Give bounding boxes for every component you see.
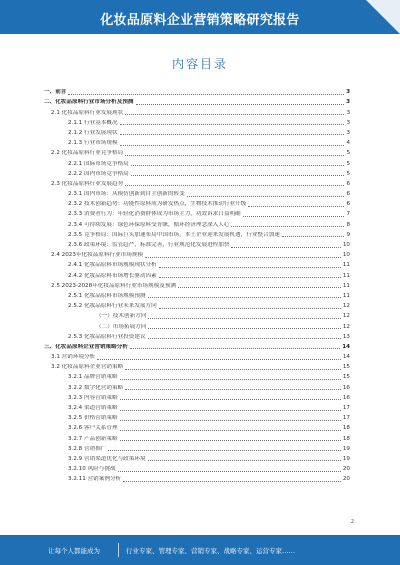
toc-entry-text: 2.3.1 国内市场：从模仿创新到自主创新的转变 (68, 191, 185, 198)
toc-leader-dots (125, 155, 344, 156)
table-of-contents (44, 86, 350, 483)
toc-leader-dots (130, 348, 340, 349)
toc-entry-page: 10 (342, 242, 350, 248)
toc-entry-text: （二）市场拓展方向 (96, 323, 147, 330)
toc-leader-dots (120, 440, 341, 441)
toc-entry[interactable] (44, 422, 350, 432)
footer-lead-text: 让每个人都能成为 (48, 547, 100, 555)
toc-entry-page: 12 (342, 303, 350, 310)
toc-leader-dots (148, 318, 341, 319)
toc-leader-dots (243, 216, 345, 217)
toc-leader-dots (125, 185, 344, 186)
toc-entry-text: 2.1.3 行业市场规模 (68, 140, 118, 147)
toc-leader-dots (136, 104, 345, 105)
footer-divider (118, 543, 119, 557)
toc-entry[interactable] (44, 188, 350, 198)
toc-leader-dots (120, 420, 341, 421)
toc-entry-page: 5 (346, 160, 350, 167)
toc-leader-dots (231, 226, 344, 227)
toc-entry-text: 3.2.9 营销渠道优化与政策环境 (68, 455, 146, 462)
toc-entry-text: 3.2.7 产品创新策略 (68, 435, 118, 442)
toc-entry-page: 19 (342, 445, 350, 452)
toc-entry[interactable] (44, 310, 350, 320)
toc-entry-page: 6 (346, 180, 350, 187)
toc-entry-page: 3 (346, 109, 350, 116)
toc-entry[interactable] (44, 117, 350, 127)
toc-entry-page: 14 (342, 343, 350, 350)
toc-entry-page: 12 (342, 313, 350, 320)
toc-entry-page: 6 (346, 201, 350, 208)
toc-leader-dots (120, 145, 345, 146)
toc-leader-dots (108, 450, 340, 451)
toc-leader-dots (68, 94, 344, 95)
toc-entry[interactable] (44, 168, 350, 178)
toc-entry-page: 11 (342, 262, 350, 269)
toc-entry[interactable] (44, 402, 350, 412)
toc-entry-page: 6 (346, 191, 350, 198)
toc-entry-text: 3.2.5 价格营销策略 (68, 415, 118, 422)
toc-entry-text: 三、化妆品原料企业营销策略分析 (44, 343, 128, 350)
toc-entry-page: 15 (342, 374, 350, 381)
toc-entry[interactable] (44, 239, 350, 249)
toc-entry-text: 2.3.4 可持续发展：绿色环保原料受青睐，循环经济理念深入人心 (68, 221, 230, 228)
toc-entry-text: 3.2.11 营销案例分析 (68, 476, 122, 483)
toc-entry-page: 16 (342, 384, 350, 391)
toc-leader-dots (97, 359, 341, 360)
toc-entry[interactable] (44, 290, 350, 300)
toc-leader-dots (187, 196, 345, 197)
toc-entry-text: 2.5.3 化妆品原料行业投资建议 (68, 333, 146, 340)
toc-entry[interactable] (44, 412, 350, 422)
toc-leader-dots (120, 379, 341, 380)
toc-leader-dots (159, 267, 341, 268)
toc-entry-page: 8 (346, 221, 350, 228)
toc-entry-page: 3 (346, 119, 350, 126)
toc-entry-page: 5 (346, 170, 350, 177)
toc-leader-dots (282, 236, 345, 237)
toc-entry-page: 11 (342, 282, 350, 289)
toc-entry-text: 2.4.1 化妆品原料市场规模现状分析 (68, 262, 157, 269)
toc-entry-page: 3 (346, 129, 350, 136)
toc-entry-page: 17 (342, 415, 350, 422)
toc-leader-dots (131, 165, 345, 166)
toc-entry-page: 11 (342, 272, 350, 279)
toc-entry[interactable] (44, 127, 350, 137)
toc-entry-page: 20 (342, 476, 350, 483)
toc-entry-text: 3.2.1 品牌营销策略 (68, 374, 118, 381)
toc-entry-text: 3.2.3 内容营销策略 (68, 394, 118, 401)
toc-entry-text: 2.3.6 政策环境：监管趋严，标准完善，行业规范化发展进程加快 (68, 242, 230, 248)
toc-leader-dots (148, 328, 341, 329)
toc-entry-page: 11 (342, 292, 350, 299)
toc-entry[interactable] (44, 147, 350, 157)
toc-leader-dots (248, 206, 344, 207)
header-corner-decoration (366, 0, 400, 34)
toc-entry-page: 3 (346, 99, 350, 106)
toc-entry-text: 2.4 2023年化妆品原料行业市场规模 (51, 252, 144, 259)
toc-entry[interactable] (44, 208, 350, 218)
toc-entry-text: （一）技术创新方向 (96, 313, 147, 320)
toc-leader-dots (120, 134, 345, 135)
toc-entry-page: 10 (342, 252, 350, 259)
toc-leader-dots (178, 287, 341, 288)
toc-leader-dots (159, 308, 341, 309)
toc-entry[interactable] (44, 443, 350, 453)
toc-leader-dots (148, 297, 341, 298)
toc-entry[interactable] (44, 351, 350, 361)
toc-leader-dots (145, 257, 341, 258)
toc-entry-page: 7 (346, 211, 350, 218)
toc-leader-dots (231, 247, 340, 248)
toc-entry[interactable] (44, 280, 350, 290)
toc-entry[interactable] (44, 157, 350, 167)
toc-entry-page: 15 (342, 364, 350, 371)
toc-entry-page: 3 (346, 89, 350, 96)
toc-entry[interactable] (44, 392, 350, 402)
toc-entry[interactable] (44, 106, 350, 116)
toc-entry-page: 18 (342, 425, 350, 432)
toc-leader-dots (120, 124, 345, 125)
toc-entry[interactable] (44, 218, 350, 228)
toc-entry-text: 2.1.2 行业发展现状 (68, 129, 118, 136)
toc-entry-text: 2.5.2 化妆品原料行业未来发展方向 (68, 303, 157, 310)
toc-entry-page: 17 (342, 405, 350, 411)
toc-entry-page: 9 (346, 231, 350, 238)
toc-leader-dots (120, 410, 341, 411)
toc-leader-dots (148, 460, 341, 461)
toc-entry[interactable] (44, 381, 350, 391)
toc-entry[interactable] (44, 137, 350, 147)
toc-entry[interactable] (44, 300, 350, 310)
toc-entry[interactable] (44, 259, 350, 269)
toc-entry-text: 3.1 营销环境分析 (51, 354, 96, 361)
toc-entry-text: 2.4.2 化妆品原料市场增长驱动因素 (68, 272, 157, 279)
toc-entry[interactable] (44, 473, 350, 483)
toc-entry[interactable] (44, 96, 350, 106)
toc-entry-text: 3.2.4 渠道营销策略 (68, 405, 118, 411)
toc-entry-text: 2.3.3 消费者行为：年轻化消费群体成为市场主力，功效诉求日益明确 (68, 211, 241, 218)
toc-entry-text: 3.2.6 客户关系管理 (68, 425, 118, 432)
toc-entry-text: 2.5.1 化妆品原料市场规模预测 (68, 292, 146, 299)
toc-entry-text: 2.3 化妆品原料行业发展趋势 (51, 180, 124, 187)
report-title: 化妆品原料企业营销策略研究报告 (100, 13, 300, 28)
toc-entry-text: 2.2 化妆品原料行业竞争格局 (51, 150, 124, 157)
toc-entry-text: 2.3.5 竞争格局：国际巨头加速布局中国市场，本土企业迎来发展机遇，行业整合加速 (68, 231, 280, 238)
toc-entry-text: 2.2.2 国内市场竞争格局 (68, 170, 129, 177)
toc-leader-dots (125, 114, 344, 115)
toc-entry[interactable] (44, 371, 350, 381)
page-number: 2 (350, 519, 354, 525)
toc-entry-text: 3.2.2 数字化营销策略 (68, 384, 124, 391)
toc-entry-page: 5 (346, 150, 350, 157)
toc-entry-text: 3.2.10 风险与挑战 (68, 466, 116, 473)
toc-leader-dots (123, 481, 341, 482)
toc-entry-text: 3.2 化妆品原料企业营销策略 (51, 364, 124, 371)
toc-leader-dots (118, 471, 341, 472)
toc-leader-dots (148, 338, 341, 339)
toc-entry[interactable] (44, 178, 350, 188)
toc-entry-page: 16 (342, 394, 350, 401)
toc-leader-dots (125, 369, 341, 370)
footer-roles-text: 行业专家、管理专家、营销专家、战略专家、运营专家…… (126, 547, 295, 555)
toc-entry-text: 2.5 2023-2028年化妆品原料行业市场规模及预测 (51, 282, 177, 289)
toc-entry[interactable] (44, 331, 350, 341)
toc-entry-page: 4 (346, 140, 350, 147)
toc-entry[interactable] (44, 86, 350, 96)
toc-entry[interactable] (44, 463, 350, 473)
report-header (0, 0, 400, 34)
toc-entry[interactable] (44, 341, 350, 351)
toc-leader-dots (131, 175, 345, 176)
toc-entry-page: 20 (342, 466, 350, 473)
footer-banner (0, 535, 400, 565)
toc-entry[interactable] (44, 269, 350, 279)
toc-entry[interactable] (44, 432, 350, 442)
toc-entry[interactable] (44, 320, 350, 330)
toc-entry-text: 2.2.1 国际市场竞争格局 (68, 160, 129, 167)
toc-entry[interactable] (44, 361, 350, 371)
toc-entry-text: 二、化妆品原料行业市场分析及预测 (44, 99, 134, 106)
toc-entry[interactable] (44, 198, 350, 208)
toc-entry-page: 14 (342, 354, 350, 361)
toc-entry-text: 2.1.1 行业基本概况 (68, 119, 118, 126)
toc-heading: 内容目录 (171, 57, 228, 71)
toc-leader-dots (120, 399, 341, 400)
toc-entry[interactable] (44, 249, 350, 259)
toc-entry-page: 12 (342, 323, 350, 330)
toc-leader-dots (120, 430, 341, 431)
toc-entry[interactable] (44, 229, 350, 239)
toc-entry-text: 一、前言 (44, 89, 67, 96)
toc-entry-text: 2.1 化妆品原料行业发展现状 (51, 109, 124, 116)
toc-entry[interactable] (44, 453, 350, 463)
toc-entry-text: 3.2.8 营销推广 (68, 445, 107, 452)
toc-leader-dots (159, 277, 341, 278)
toc-leader-dots (125, 389, 341, 390)
toc-entry-text: 2.3.2 技术创新趋势：功能性原料成为研发热点，生物技术推动行业升级 (68, 201, 247, 208)
toc-entry-page: 19 (342, 455, 350, 462)
toc-entry-page: 13 (342, 333, 350, 340)
toc-entry-page: 18 (342, 435, 350, 442)
